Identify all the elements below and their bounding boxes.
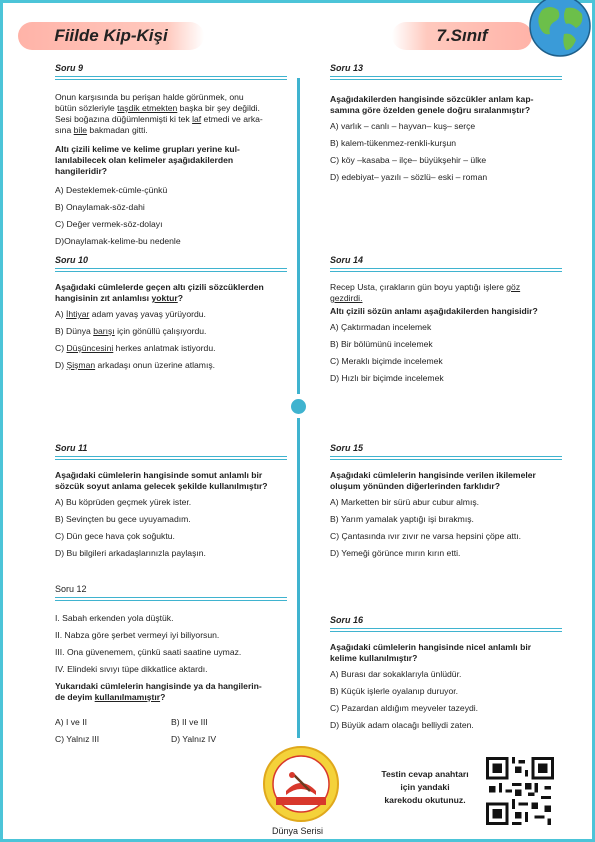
option-b[interactable]: B) kalem-tükenmez-renkli-kurşun — [330, 138, 457, 148]
option-d[interactable]: D) edebiyat– yazılı – sözlü– eski – roman — [330, 172, 488, 182]
question-passage: Recep Usta, çırakların gün boyu yaptığı işlere göz gezdirdi. — [330, 282, 521, 303]
globe-icon — [520, 0, 592, 64]
question-rule — [55, 597, 287, 601]
question-passage: Onun karşısında bu perişan halde görünmek, onu bütün sözleriyle taşdik etmekten başka bir şey değildi. Sesi boğazına düğümlenmişti ki tek laf etmedi ve arka- sına bile bakmadan gitti. — [55, 92, 263, 135]
option-c[interactable]: C) Pazardan aldığım meyveler tazeydi. — [330, 703, 479, 713]
question-stem: Aşağıdaki cümlelerin hangisinde somut anlamlı bir sözcük soyut anlama gelecek şekilde kullanılmıştır? — [55, 470, 268, 491]
option-c[interactable]: C) Dün gece hava çok soğuktu. — [55, 531, 175, 541]
question-rule — [55, 456, 287, 460]
question-10 — [55, 255, 287, 377]
option-c[interactable]: C) köy –kasaba – ilçe– büyükşehir – ülke — [330, 155, 487, 165]
option-a[interactable]: A) varlık – canlı – hayvan– kuş– serçe — [330, 121, 476, 131]
question-stem: Yukarıdaki cümlelerin hangisinde ya da hangilerin- de deyim kullanılmamıştır? — [55, 681, 262, 702]
question-rule — [55, 268, 287, 272]
question-15 — [330, 443, 562, 565]
option-a[interactable]: A) Burası dar sokaklarıyla ünlüdür. — [330, 669, 462, 679]
option-d[interactable]: D) Şişman arkadaşı onun üzerine atlamış. — [55, 360, 216, 370]
option-d[interactable]: D) Yalnız IV — [171, 734, 217, 744]
question-label: Soru 10 — [55, 255, 89, 265]
question-rule — [330, 76, 562, 80]
column-divider-bottom — [297, 418, 300, 738]
option-c[interactable]: C) Çantasında ıvır zıvır ne varsa hepsini çöpe attı. — [330, 531, 522, 541]
question-stem: Aşağıdaki cümlelerde geçen altı çizili sözcüklerden hangisinin zıt anlamlısı yoktur? — [55, 282, 264, 303]
question-rule — [330, 456, 562, 460]
option-a[interactable]: A) İhtiyar adam yavaş yavaş yürüyordu. — [55, 309, 206, 319]
statement-4: IV. Elindeki sıvıyı tüpe dikkatlice aktardı. — [55, 664, 208, 674]
question-stem: Aşağıdaki cümlelerin hangisinde nicel anlamlı bir kelime kullanılmıştır? — [330, 642, 532, 663]
question-stem: Aşağıdaki cümlelerin hangisinde verilen ikilemeler oluşum yönünden diğerlerinden farklıdır? — [330, 470, 536, 491]
question-9 — [55, 63, 287, 253]
answer-key-note: Testin cevap anahtarı için yandaki karekodu okutunuz. — [381, 769, 469, 805]
option-b[interactable]: B) Küçük işlerle oyalanıp duruyor. — [330, 686, 459, 696]
statement-3: III. Ona güvenemem, çünkü saati saatine uymaz. — [55, 647, 242, 657]
question-11 — [55, 443, 287, 565]
question-label: Soru 9 — [55, 63, 84, 73]
question-label: Soru 15 — [330, 443, 364, 453]
question-label: Soru 12 — [55, 584, 87, 594]
teachers-union-logo — [262, 745, 340, 823]
question-13 — [330, 63, 562, 189]
statement-2: II. Nabza göre şerbet vermeyi iyi biliyorsun. — [55, 630, 220, 640]
options-grid — [55, 717, 287, 751]
statement-1: I. Sabah erkenden yola düştük. — [55, 613, 174, 623]
option-a[interactable]: A) Çaktırmadan incelemek — [330, 322, 432, 332]
question-stem: Aşağıdakilerden hangisinde sözcükler anlam kap- samına göre özelden genele doğru sıralanmıştır? — [330, 94, 534, 115]
option-b[interactable]: B) Sevinçten bu gece uyuyamadım. — [55, 514, 191, 524]
question-12 — [55, 584, 287, 751]
option-b[interactable]: B) Yarım yamalak yaptığı işi bırakmış. — [330, 514, 474, 524]
question-label: Soru 16 — [330, 615, 364, 625]
option-a[interactable]: A) Desteklemek-cümle-çünkü — [55, 185, 168, 195]
option-d[interactable]: D) Büyük adam olacağı belliydi zaten. — [330, 720, 474, 730]
question-label: Soru 13 — [330, 63, 364, 73]
option-b[interactable]: B) Onaylamak-söz-dahi — [55, 202, 145, 212]
question-rule — [55, 76, 287, 80]
qr-code-icon[interactable] — [486, 757, 554, 825]
option-a[interactable]: A) Marketten bir sürü abur cubur almış. — [330, 497, 480, 507]
series-label: Dünya Serisi — [271, 826, 324, 836]
option-c[interactable]: C) Değer vermek-söz-dolayı — [55, 219, 163, 229]
option-d[interactable]: D) Bu bilgileri arkadaşlarınızla paylaşın. — [55, 548, 206, 558]
option-b[interactable]: B) Dünya barışı için gönüllü çalışıyordu. — [55, 326, 207, 336]
option-d[interactable]: D) Hızlı bir biçimde incelemek — [330, 373, 444, 383]
question-label: Soru 11 — [55, 443, 88, 453]
page-title: Fiilde Kip-Kişi — [18, 22, 204, 50]
question-16 — [330, 615, 562, 737]
option-d[interactable]: D)Onaylamak-kelime-bu nedenle — [55, 236, 181, 246]
option-c[interactable]: C) Düşüncesini herkes anlatmak istiyordu. — [55, 343, 216, 353]
option-a[interactable]: A) I ve II — [55, 717, 87, 727]
option-c[interactable]: C) Meraklı biçimde incelemek — [330, 356, 443, 366]
option-d[interactable]: D) Yemeği görünce mırın kırın etti. — [330, 548, 461, 558]
option-a[interactable]: A) Bu köprüden geçmek yürek ister. — [55, 497, 192, 507]
divider-ornament — [291, 399, 306, 414]
question-rule — [330, 268, 562, 272]
grade-label: 7.Sınıf — [392, 22, 532, 50]
column-divider-top — [297, 78, 300, 394]
option-c[interactable]: C) Yalnız III — [55, 734, 100, 744]
question-rule — [330, 628, 562, 632]
option-b[interactable]: B) II ve III — [171, 717, 208, 727]
question-stem: Altı çizili kelime ve kelime grupları yerine kul- lanılabilecek olan kelimeler aşağıdakilerden hangileridir? — [55, 144, 240, 176]
question-stem: Altı çizili sözün anlamı aşağıdakilerden hangisidir? — [330, 306, 538, 316]
option-b[interactable]: B) Bir bölümünü incelemek — [330, 339, 433, 349]
question-14 — [330, 255, 562, 390]
question-label: Soru 14 — [330, 255, 364, 265]
